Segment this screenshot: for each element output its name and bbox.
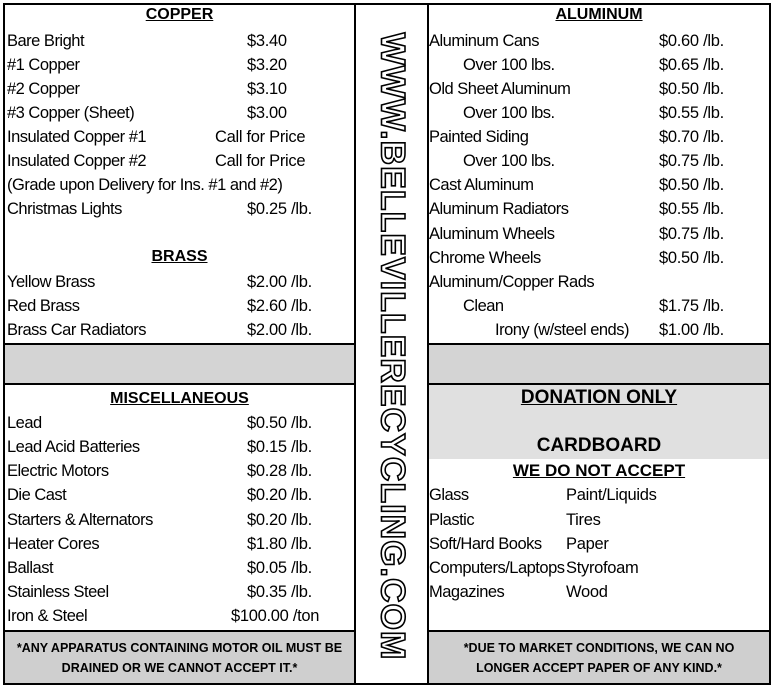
brass-row xyxy=(7,294,347,318)
item-label: Aluminum/Copper Rads xyxy=(429,273,595,291)
item-label: Irony (w/steel ends) xyxy=(495,321,629,339)
misc-heading: MISCELLANEOUS xyxy=(110,390,249,407)
not-accept-heading: WE DO NOT ACCEPT xyxy=(512,461,686,480)
aluminum-row xyxy=(429,318,765,342)
item-price: $3.20 xyxy=(247,56,287,74)
not-accept-item: Soft/Hard Books xyxy=(429,535,542,553)
aluminum-row xyxy=(429,77,765,101)
aluminum-row xyxy=(429,246,765,270)
copper-row xyxy=(7,29,347,53)
not-accept-row xyxy=(429,580,765,604)
grey-band xyxy=(5,345,354,383)
item-price: $0.15 /lb. xyxy=(247,438,312,456)
item-label: Lead Acid Batteries xyxy=(7,438,140,456)
item-label: Over 100 lbs. xyxy=(463,104,555,122)
not-accept-item: Plastic xyxy=(429,511,475,529)
grade-note xyxy=(7,173,347,197)
item-label: #2 Copper xyxy=(7,80,80,98)
brass-heading: BRASS xyxy=(151,248,208,265)
item-price: $100.00 /ton xyxy=(231,607,320,625)
grey-band xyxy=(429,345,769,383)
item-label: Electric Motors xyxy=(7,462,109,480)
aluminum-heading: ALUMINUM xyxy=(555,6,643,23)
copper-row xyxy=(7,125,347,149)
item-label: Lead xyxy=(7,414,42,432)
item-label: Aluminum Radiators xyxy=(429,200,569,218)
misc-row xyxy=(7,556,347,580)
left-column xyxy=(3,3,356,685)
website-banner xyxy=(356,5,427,687)
item-price: $2.00 /lb. xyxy=(247,273,312,291)
item-label: Aluminum Cans xyxy=(429,32,539,50)
not-accept-row xyxy=(429,483,765,507)
aluminum-row xyxy=(429,101,765,125)
item-price: $1.00 /lb. xyxy=(659,321,724,339)
item-price: $3.40 xyxy=(247,32,287,50)
not-accept-item: Wood xyxy=(566,583,608,601)
not-accept-item: Glass xyxy=(429,486,469,504)
aluminum-row xyxy=(429,173,765,197)
item-label: Stainless Steel xyxy=(7,583,109,601)
item-label: Aluminum Wheels xyxy=(429,225,555,243)
misc-row xyxy=(7,459,347,483)
item-price: $1.75 /lb. xyxy=(659,297,724,315)
copper-row xyxy=(7,101,347,125)
paper-note: *DUE TO MARKET CONDITIONS, WE CAN NO LONGER ACCEPT PAPER OF ANY KIND.* xyxy=(429,632,769,683)
website-text: WWW.BELLEVILLERECYCLING.COM xyxy=(373,32,412,660)
item-price: $0.50 /lb. xyxy=(659,249,724,267)
item-price: $0.55 /lb. xyxy=(659,104,724,122)
item-price: Call for Price xyxy=(215,152,306,170)
not-accept-item: Computers/Laptops xyxy=(429,559,565,577)
item-label: Old Sheet Aluminum xyxy=(429,80,571,98)
item-price: $0.28 /lb. xyxy=(247,462,312,480)
brass-row xyxy=(7,318,347,342)
item-label: Bare Bright xyxy=(7,32,85,50)
aluminum-row xyxy=(429,125,765,149)
item-label: Yellow Brass xyxy=(7,273,95,291)
item-label: Iron & Steel xyxy=(7,607,88,625)
item-label: Insulated Copper #1 xyxy=(7,128,147,146)
donation-item: CARDBOARD xyxy=(536,435,662,456)
not-accept-item: Paper xyxy=(566,535,609,553)
misc-row xyxy=(7,508,347,532)
item-label: Over 100 lbs. xyxy=(463,152,555,170)
brass-row xyxy=(7,270,347,294)
item-label: Cast Aluminum xyxy=(429,176,534,194)
copper-row xyxy=(7,77,347,101)
item-label: Insulated Copper #2 xyxy=(7,152,147,170)
motor-oil-note: *ANY APPARATUS CONTAINING MOTOR OIL MUST BE DRAINED OR WE CANNOT ACCEPT IT.* xyxy=(5,632,354,683)
aluminum-row xyxy=(429,222,765,246)
misc-row xyxy=(7,411,347,435)
item-price: $0.50 /lb. xyxy=(659,176,724,194)
item-price: $0.60 /lb. xyxy=(659,32,724,50)
aluminum-row xyxy=(429,53,765,77)
item-price: $0.75 /lb. xyxy=(659,225,724,243)
item-label: Die Cast xyxy=(7,486,67,504)
item-price: $2.00 /lb. xyxy=(247,321,312,339)
item-label: Chrome Wheels xyxy=(429,249,541,267)
copper-heading: COPPER xyxy=(145,6,214,23)
misc-row xyxy=(7,435,347,459)
item-price: $0.55 /lb. xyxy=(659,200,724,218)
item-price: $1.80 /lb. xyxy=(247,535,312,553)
donation-heading: DONATION ONLY xyxy=(520,387,678,408)
misc-row xyxy=(7,580,347,604)
item-price: $0.70 /lb. xyxy=(659,128,724,146)
not-accept-item: Styrofoam xyxy=(566,559,639,577)
aluminum-row xyxy=(429,294,765,318)
item-label: Heater Cores xyxy=(7,535,100,553)
middle-column xyxy=(356,3,427,685)
item-label: Starters & Alternators xyxy=(7,511,153,529)
item-price: $0.20 /lb. xyxy=(247,486,312,504)
christmas-row xyxy=(7,197,347,221)
misc-row xyxy=(7,532,347,556)
divider xyxy=(5,383,354,385)
misc-row xyxy=(7,604,347,628)
item-price: $0.35 /lb. xyxy=(247,583,312,601)
aluminum-row xyxy=(429,149,765,173)
item-label: Brass Car Radiators xyxy=(7,321,147,339)
misc-row xyxy=(7,483,347,507)
item-label: Over 100 lbs. xyxy=(463,56,555,74)
item-price: $0.65 /lb. xyxy=(659,56,724,74)
not-accept-item: Magazines xyxy=(429,583,505,601)
not-accept-row xyxy=(429,532,765,556)
not-accept-row xyxy=(429,556,765,580)
item-label: Ballast xyxy=(7,559,54,577)
copper-row xyxy=(7,149,347,173)
item-price: $3.00 xyxy=(247,104,287,122)
item-price: $3.10 xyxy=(247,80,287,98)
item-label: Red Brass xyxy=(7,297,80,315)
item-price: $2.60 /lb. xyxy=(247,297,312,315)
item-price: $0.05 /lb. xyxy=(247,559,312,577)
item-price: $0.50 /lb. xyxy=(659,80,724,98)
not-accept-item: Tires xyxy=(566,511,601,529)
aluminum-row xyxy=(429,197,765,221)
aluminum-row xyxy=(429,29,765,53)
item-label: #3 Copper (Sheet) xyxy=(7,104,135,122)
item-price: $0.20 /lb. xyxy=(247,511,312,529)
grade-note-text: (Grade upon Delivery for Ins. #1 and #2) xyxy=(7,176,283,194)
aluminum-row xyxy=(429,270,765,294)
right-column xyxy=(427,3,771,685)
not-accept-item: Paint/Liquids xyxy=(566,486,657,504)
item-price: $0.75 /lb. xyxy=(659,152,724,170)
item-label: Clean xyxy=(463,297,504,315)
not-accept-row xyxy=(429,508,765,532)
item-label: #1 Copper xyxy=(7,56,80,74)
copper-row xyxy=(7,53,347,77)
item-price: $0.50 /lb. xyxy=(247,414,312,432)
item-price: $0.25 /lb. xyxy=(247,200,312,218)
item-label: Christmas Lights xyxy=(7,200,122,218)
item-price: Call for Price xyxy=(215,128,306,146)
item-label: Painted Siding xyxy=(429,128,529,146)
